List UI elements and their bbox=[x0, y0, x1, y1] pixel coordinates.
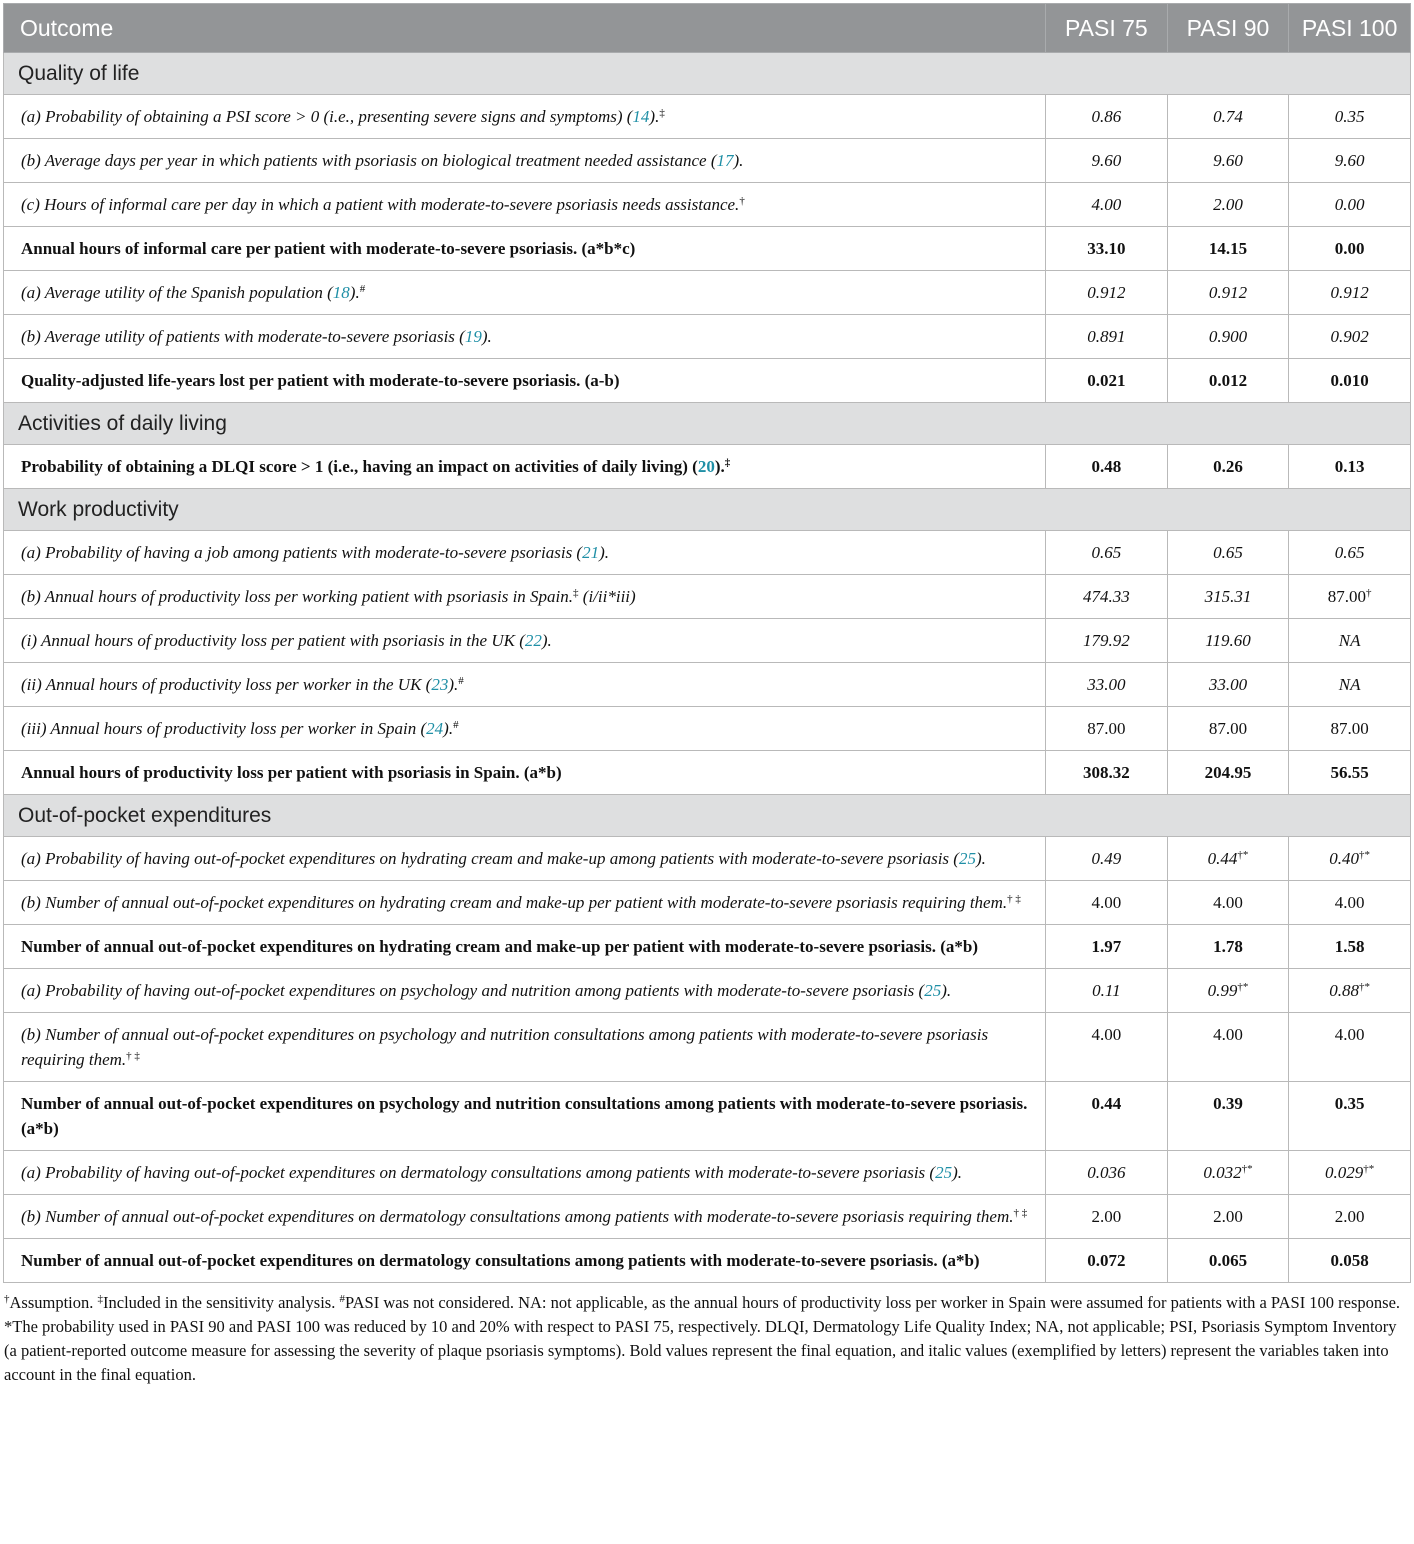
cell-pasi-100: NA bbox=[1289, 663, 1411, 707]
row-label bbox=[4, 663, 1046, 707]
cell-pasi-100 bbox=[1289, 575, 1411, 619]
row-label bbox=[4, 881, 1046, 925]
row-label bbox=[4, 707, 1046, 751]
cell-pasi-90: 2.00 bbox=[1167, 1195, 1289, 1239]
table-row bbox=[4, 751, 1411, 795]
section-title: Quality of life bbox=[4, 53, 1411, 95]
row-label: Annual hours of productivity loss per patient with psoriasis in Spain. (a*b) bbox=[4, 751, 1046, 795]
cell-pasi-90: 87.00 bbox=[1167, 707, 1289, 751]
table-row bbox=[4, 1151, 1411, 1195]
label-end: ). bbox=[714, 457, 725, 476]
cell-pasi-90: 0.900 bbox=[1167, 315, 1289, 359]
label-end: ). bbox=[733, 151, 744, 170]
cell-pasi-75: 4.00 bbox=[1046, 881, 1168, 925]
label-text: (a) Probability of obtaining a PSI score > 0 (i.e., presenting severe signs and symptoms) ( bbox=[21, 107, 633, 126]
cell-pasi-75: 0.021 bbox=[1046, 359, 1168, 403]
footnote-mark: †* bbox=[1241, 1163, 1253, 1175]
table-row bbox=[4, 183, 1411, 227]
label-text: (b) Number of annual out-of-pocket expenditures on dermatology consultations among patients with moderate-to-severe psoriasis requiring them. bbox=[21, 1207, 1014, 1226]
cell-pasi-100: 0.35 bbox=[1289, 95, 1411, 139]
label-end: ). bbox=[443, 719, 454, 738]
table-row bbox=[4, 95, 1411, 139]
row-label: Number of annual out-of-pocket expenditures on psychology and nutrition consultations among patients with moderate-to-severe psoriasis. (a*b) bbox=[4, 1082, 1046, 1151]
reference-link[interactable]: 22 bbox=[524, 631, 542, 650]
section-row-activities-of-daily-living bbox=[4, 403, 1411, 445]
row-label: Number of annual out-of-pocket expenditures on dermatology consultations among patients with moderate-to-severe psoriasis. (a*b) bbox=[4, 1239, 1046, 1283]
cell-pasi-75: 33.10 bbox=[1046, 227, 1168, 271]
header-outcome: Outcome bbox=[4, 4, 1046, 53]
cell-pasi-100: 56.55 bbox=[1289, 751, 1411, 795]
label-end: ). bbox=[649, 107, 660, 126]
cell-pasi-75: 0.86 bbox=[1046, 95, 1168, 139]
table-row bbox=[4, 575, 1411, 619]
footnote-mark: # bbox=[359, 283, 366, 295]
cell-pasi-100 bbox=[1289, 969, 1411, 1013]
reference-link[interactable]: 25 bbox=[958, 849, 976, 868]
label-text: Probability of obtaining a DLQI score > 1 (i.e., having an impact on activities of daily living) ( bbox=[21, 457, 698, 476]
header-pasi-90: PASI 90 bbox=[1167, 4, 1289, 53]
label-text: (b) Average utility of patients with moderate-to-severe psoriasis ( bbox=[21, 327, 465, 346]
table-row bbox=[4, 271, 1411, 315]
label-text: (iii) Annual hours of productivity loss per worker in Spain ( bbox=[21, 719, 427, 738]
cell-pasi-100: 1.58 bbox=[1289, 925, 1411, 969]
label-text: (a) Probability of having out-of-pocket expenditures on hydrating cream and make-up among patients with moderate-to-severe psoriasis ( bbox=[21, 849, 959, 868]
label-end: ). bbox=[599, 543, 610, 562]
footnote-mark: # bbox=[458, 675, 464, 687]
table-row bbox=[4, 837, 1411, 881]
footnote-mark: † ‡ bbox=[1013, 1207, 1028, 1219]
footnote-text: Included in the sensitivity analysis. bbox=[103, 1293, 340, 1312]
cell-pasi-100 bbox=[1289, 837, 1411, 881]
cell-pasi-90: 0.74 bbox=[1167, 95, 1289, 139]
footnote-mark: †* bbox=[1237, 849, 1249, 861]
label-end: ). bbox=[349, 283, 360, 302]
table-row bbox=[4, 315, 1411, 359]
footnote-mark: ‡ bbox=[659, 107, 665, 119]
label-end: ). bbox=[941, 981, 952, 1000]
label-text: (ii) Annual hours of productivity loss per worker in the UK ( bbox=[21, 675, 432, 694]
cell-pasi-100: 4.00 bbox=[1289, 881, 1411, 925]
cell-pasi-90: 14.15 bbox=[1167, 227, 1289, 271]
footnote-text: Assumption. bbox=[9, 1293, 98, 1312]
header-pasi-100: PASI 100 bbox=[1289, 4, 1411, 53]
cell-pasi-75: 0.44 bbox=[1046, 1082, 1168, 1151]
table-footnotes bbox=[4, 1291, 1404, 1387]
cell-value: 0.88 bbox=[1329, 981, 1360, 1000]
cell-pasi-75: 0.49 bbox=[1046, 837, 1168, 881]
cell-pasi-100: 0.058 bbox=[1289, 1239, 1411, 1283]
cell-pasi-90: 0.012 bbox=[1167, 359, 1289, 403]
footnote-mark: †* bbox=[1363, 1163, 1375, 1175]
cell-pasi-75: 308.32 bbox=[1046, 751, 1168, 795]
cell-pasi-90: 4.00 bbox=[1167, 1013, 1289, 1082]
footnote-mark: † ‡ bbox=[1007, 893, 1021, 905]
cell-pasi-90: 119.60 bbox=[1167, 619, 1289, 663]
label-text: (a) Probability of having out-of-pocket expenditures on dermatology consultations among patients with moderate-to-severe psoriasis ( bbox=[21, 1163, 936, 1182]
label-formula: (i/ii*iii) bbox=[578, 587, 636, 606]
label-text: (b) Number of annual out-of-pocket expenditures on psychology and nutrition consultations among patients with moderate-to-severe psoriasis requiring them. bbox=[21, 1025, 989, 1069]
cell-pasi-90: 204.95 bbox=[1167, 751, 1289, 795]
footnote-mark: ‡ bbox=[573, 587, 579, 599]
row-label bbox=[4, 139, 1046, 183]
cell-pasi-90: 4.00 bbox=[1167, 881, 1289, 925]
cell-pasi-75: 33.00 bbox=[1046, 663, 1168, 707]
section-title: Activities of daily living bbox=[4, 403, 1411, 445]
label-text: (b) Number of annual out-of-pocket expenditures on hydrating cream and make-up per patient with moderate-to-severe psoriasis requiring them. bbox=[21, 893, 1008, 912]
section-row-work-productivity bbox=[4, 489, 1411, 531]
footnote-mark: † ‡ bbox=[126, 1050, 140, 1062]
row-label: Number of annual out-of-pocket expenditures on hydrating cream and make-up per patient with moderate-to-severe psoriasis. (a*b) bbox=[4, 925, 1046, 969]
label-text: (b) Annual hours of productivity loss per working patient with psoriasis in Spain. bbox=[21, 587, 574, 606]
row-label bbox=[4, 1151, 1046, 1195]
table-row bbox=[4, 139, 1411, 183]
table-row bbox=[4, 1082, 1411, 1151]
cell-pasi-90: 0.65 bbox=[1167, 531, 1289, 575]
reference-link[interactable]: 19 bbox=[464, 327, 482, 346]
cell-pasi-90 bbox=[1167, 969, 1289, 1013]
label-text: (a) Probability of having a job among patients with moderate-to-severe psoriasis ( bbox=[21, 543, 583, 562]
footnote-mark: ‡ bbox=[724, 457, 731, 469]
cell-pasi-75: 0.036 bbox=[1046, 1151, 1168, 1195]
cell-pasi-75: 474.33 bbox=[1046, 575, 1168, 619]
footnote-mark: † bbox=[1366, 587, 1372, 599]
table-row bbox=[4, 227, 1411, 271]
cell-pasi-100: 0.00 bbox=[1289, 227, 1411, 271]
cell-pasi-100: 2.00 bbox=[1289, 1195, 1411, 1239]
cell-pasi-90: 1.78 bbox=[1167, 925, 1289, 969]
row-label bbox=[4, 837, 1046, 881]
table-row bbox=[4, 531, 1411, 575]
footnote-mark: †* bbox=[1359, 849, 1371, 861]
reference-link[interactable]: 24 bbox=[426, 719, 444, 738]
reference-link[interactable]: 25 bbox=[924, 981, 942, 1000]
cell-pasi-100 bbox=[1289, 1151, 1411, 1195]
reference-link[interactable]: 25 bbox=[935, 1163, 953, 1182]
row-label bbox=[4, 619, 1046, 663]
cell-pasi-90: 0.26 bbox=[1167, 445, 1289, 489]
footnote-mark: ‡ bbox=[97, 1293, 104, 1305]
row-label bbox=[4, 531, 1046, 575]
cell-pasi-75: 0.11 bbox=[1046, 969, 1168, 1013]
label-text: (i) Annual hours of productivity loss per patient with psoriasis in the UK ( bbox=[21, 631, 525, 650]
row-label bbox=[4, 271, 1046, 315]
row-label: Quality-adjusted life-years lost per patient with moderate-to-severe psoriasis. (a-b) bbox=[4, 359, 1046, 403]
table-row bbox=[4, 707, 1411, 751]
cell-pasi-100: 9.60 bbox=[1289, 139, 1411, 183]
row-label bbox=[4, 575, 1046, 619]
table-row bbox=[4, 445, 1411, 489]
cell-pasi-100: NA bbox=[1289, 619, 1411, 663]
cell-pasi-75: 0.072 bbox=[1046, 1239, 1168, 1283]
cell-value: 0.40 bbox=[1329, 849, 1360, 868]
row-label bbox=[4, 315, 1046, 359]
table-header-row bbox=[4, 4, 1411, 53]
row-label bbox=[4, 183, 1046, 227]
reference-link[interactable]: 18 bbox=[332, 283, 350, 302]
cell-pasi-90 bbox=[1167, 837, 1289, 881]
cell-pasi-75: 0.65 bbox=[1046, 531, 1168, 575]
table-row bbox=[4, 925, 1411, 969]
label-end: ). bbox=[975, 849, 986, 868]
label-text: (b) Average days per year in which patients with psoriasis on biological treatment needed assistance ( bbox=[21, 151, 717, 170]
cell-pasi-100: 4.00 bbox=[1289, 1013, 1411, 1082]
outcomes-table bbox=[3, 3, 1411, 1283]
cell-pasi-75: 87.00 bbox=[1046, 707, 1168, 751]
cell-pasi-100: 0.13 bbox=[1289, 445, 1411, 489]
cell-pasi-90: 2.00 bbox=[1167, 183, 1289, 227]
cell-pasi-90: 9.60 bbox=[1167, 139, 1289, 183]
label-text: (c) Hours of informal care per day in which a patient with moderate-to-severe psoriasis needs assistance. bbox=[21, 195, 740, 214]
footnote-mark: † bbox=[4, 1293, 10, 1305]
footnote-mark: # bbox=[339, 1293, 345, 1305]
footnote-mark: † bbox=[739, 195, 745, 207]
section-title: Out-of-pocket expenditures bbox=[4, 795, 1411, 837]
reference-link[interactable]: 20 bbox=[697, 457, 715, 476]
row-label bbox=[4, 1195, 1046, 1239]
cell-pasi-100: 0.65 bbox=[1289, 531, 1411, 575]
reference-link[interactable]: 21 bbox=[582, 543, 600, 562]
cell-pasi-75: 179.92 bbox=[1046, 619, 1168, 663]
cell-value: 0.032 bbox=[1203, 1163, 1242, 1182]
footnote-mark: # bbox=[453, 719, 459, 731]
section-row-quality-of-life bbox=[4, 53, 1411, 95]
cell-value: 0.99 bbox=[1207, 981, 1238, 1000]
reference-link[interactable]: 14 bbox=[632, 107, 650, 126]
table-row bbox=[4, 881, 1411, 925]
footnote-mark: †* bbox=[1359, 981, 1371, 993]
cell-value: 87.00 bbox=[1327, 587, 1367, 606]
row-label bbox=[4, 969, 1046, 1013]
cell-pasi-100: 0.00 bbox=[1289, 183, 1411, 227]
cell-pasi-75: 0.48 bbox=[1046, 445, 1168, 489]
cell-pasi-75: 4.00 bbox=[1046, 183, 1168, 227]
table-row bbox=[4, 359, 1411, 403]
cell-pasi-75: 1.97 bbox=[1046, 925, 1168, 969]
table-row bbox=[4, 1195, 1411, 1239]
label-end: ). bbox=[952, 1163, 962, 1182]
cell-pasi-90: 0.912 bbox=[1167, 271, 1289, 315]
table-row bbox=[4, 969, 1411, 1013]
table-row bbox=[4, 1013, 1411, 1082]
section-title: Work productivity bbox=[4, 489, 1411, 531]
table-row bbox=[4, 663, 1411, 707]
header-pasi-75: PASI 75 bbox=[1046, 4, 1168, 53]
footnote-text: PASI was not considered. NA: not applicable, as the annual hours of productivity loss per worker in Spain were assumed for patients with a PASI 100 response. *The probability used in PASI 90 and PASI 100 was reduced by 10 and 20% with respect to PASI 75, respectively. DLQI, Dermatology Life Quality Index; NA, not applicable; PSI, Psoriasis Symptom Inventory (a patient-reported outcome measure for assessing the severity of plaque psoriasis symptoms). Bold values represent the final equation, and italic values (exemplified by letters) represent the variables taken into account in the final equation. bbox=[4, 1293, 1401, 1384]
table-row bbox=[4, 1239, 1411, 1283]
cell-pasi-75: 0.912 bbox=[1046, 271, 1168, 315]
cell-pasi-90: 315.31 bbox=[1167, 575, 1289, 619]
row-label bbox=[4, 1013, 1046, 1082]
cell-pasi-75: 2.00 bbox=[1046, 1195, 1168, 1239]
cell-pasi-100: 0.010 bbox=[1289, 359, 1411, 403]
cell-value: 0.029 bbox=[1325, 1163, 1364, 1182]
label-text: (a) Average utility of the Spanish population ( bbox=[21, 283, 333, 302]
reference-link[interactable]: 23 bbox=[431, 675, 449, 694]
cell-pasi-75: 9.60 bbox=[1046, 139, 1168, 183]
cell-pasi-90: 33.00 bbox=[1167, 663, 1289, 707]
label-end: ). bbox=[481, 327, 492, 346]
cell-pasi-100: 0.912 bbox=[1289, 271, 1411, 315]
label-end: ). bbox=[448, 675, 459, 694]
table-row bbox=[4, 619, 1411, 663]
label-text: (a) Probability of having out-of-pocket expenditures on psychology and nutrition among patients with moderate-to-severe psoriasis ( bbox=[21, 981, 925, 1000]
cell-pasi-100: 87.00 bbox=[1289, 707, 1411, 751]
row-label bbox=[4, 95, 1046, 139]
row-label bbox=[4, 445, 1046, 489]
cell-pasi-90 bbox=[1167, 1151, 1289, 1195]
cell-pasi-90: 0.39 bbox=[1167, 1082, 1289, 1151]
footnote-mark: †* bbox=[1237, 981, 1249, 993]
section-row-out-of-pocket-expenditures bbox=[4, 795, 1411, 837]
cell-pasi-75: 4.00 bbox=[1046, 1013, 1168, 1082]
cell-pasi-90: 0.065 bbox=[1167, 1239, 1289, 1283]
cell-value: 0.44 bbox=[1207, 849, 1238, 868]
reference-link[interactable]: 17 bbox=[716, 151, 734, 170]
cell-pasi-75: 0.891 bbox=[1046, 315, 1168, 359]
row-label: Annual hours of informal care per patient with moderate-to-severe psoriasis. (a*b*c) bbox=[4, 227, 1046, 271]
label-end: ). bbox=[541, 631, 552, 650]
cell-pasi-100: 0.902 bbox=[1289, 315, 1411, 359]
cell-pasi-100: 0.35 bbox=[1289, 1082, 1411, 1151]
